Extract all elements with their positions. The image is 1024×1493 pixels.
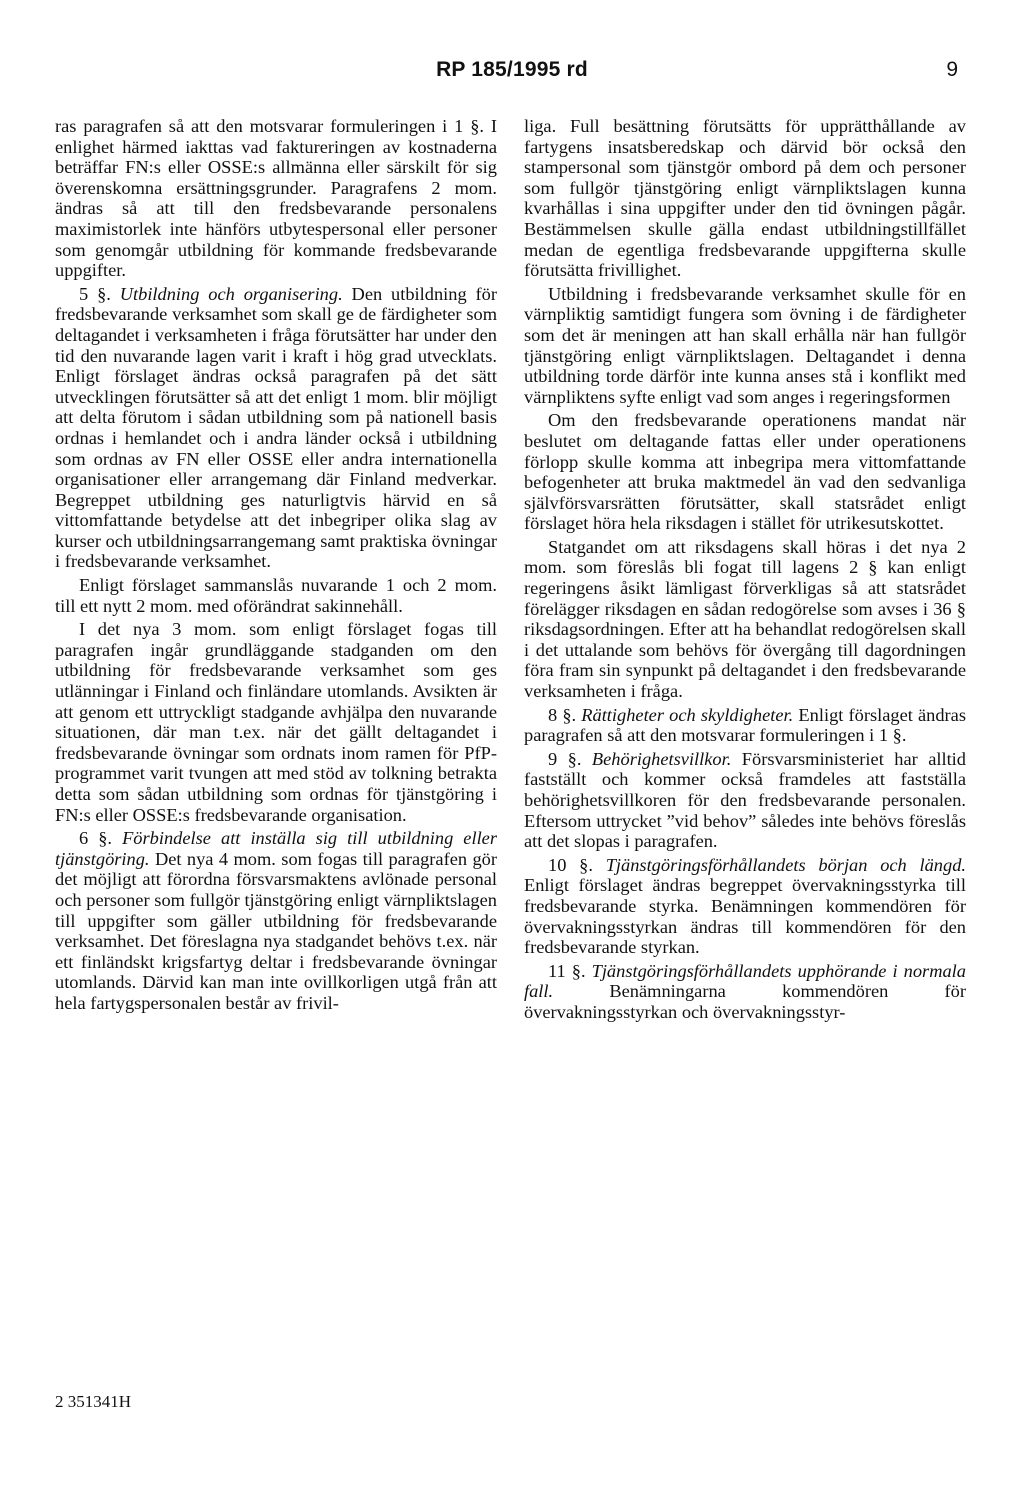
section-label: 8 §.	[548, 704, 582, 725]
right-column	[524, 116, 966, 1023]
paragraph: I det nya 3 mom. som enligt förslaget fogas till paragrafen ingår grundläggande stadganden om den utbildning för fredsbevarande verksamhet som ges utlänningar i Finland och finländare utomlands. Avsikten är att genom ett uttryckligt stadgande avhjälpa den nuvarande situationen, där man t.ex. när det gällt deltagandet i fredsbevarande övningar som ordnats inom ramen för PfP-programmet varit tvungen att med stöd av tolkning betrakta detta som sådan utbildning som ordnas för tjänstgöring i FN:s eller OSSE:s fredsbevarande organisation.	[55, 619, 497, 825]
section-paragraph-9	[524, 749, 966, 852]
section-text: Försvarsministeriet har alltid fastställt och kommer också framdeles att fastställa behörighetsvillkoren för den fredsbevarande personalen. Eftersom uttrycket ”vid behov” således inte behövs föreslås att det slopas i paragrafen.	[524, 748, 966, 852]
section-label: 11 §.	[548, 960, 592, 981]
section-text: Den utbildning för fredsbevarande verksamhet som skall ge de färdigheter som deltagandet i verksamheten i fråga förutsätter har under den tid den nuvarande lagen varit i kraft i hög grad utvecklats. Enligt förslaget ändras också paragrafen på det sätt utvecklingen förutsätter så att det enligt 1 mom. blir möjligt att delta förutom i sådan utbildning som på nationell basis ordnas i hemlandet och i andra länder också i utbildning som ordnas av FN eller OSSE eller andra internationella organisationer eller arrangemang där Finland medverkar. Begreppet utbildning ges naturligtvis härvid en så vittomfattande betydelse att det inbegriper olika slag av kurser och utbildningsarrangemang samt praktiska övningar i fredsbevarande verksamhet.	[55, 283, 497, 572]
section-label: 5 §.	[79, 283, 120, 304]
section-heading: Behörighetsvillkor.	[591, 748, 732, 769]
section-paragraph-10	[524, 855, 966, 958]
print-code: 2 351341H	[55, 1392, 132, 1411]
paragraph: Statgandet om att riksdagens skall höras i det nya 2 mom. som föreslås bli fogat till lagens 2 § kan enligt regeringens åsikt lämligast förverkligas så att statsrådet förelägger riksdagen en sådan redogörelse som avses i 36 § riksdagsordningen. Efter att ha behandlat redogörelsen skall i det uttalande som behövs för övergång till dagordningen föra fram sin synpunkt på deltagandet i den fredsbevarande verksamheten i fråga.	[524, 536, 966, 702]
page-number: 9	[946, 58, 958, 81]
section-heading: Tjänstgöringsförhållandets upphörande i normala fall.	[524, 960, 966, 1002]
section-heading: Tjänstgöringsförhållandets början och längd.	[605, 854, 966, 875]
section-paragraph-6	[55, 828, 497, 1013]
section-heading: Utbildning och organisering.	[119, 283, 343, 304]
section-paragraph-8	[524, 705, 966, 746]
paragraph: liga. Full besättning förutsätts för upprätthållande av fartygens insatsberedskap och därvid bör också den stampersonal som tjänstgör ombord på dem och personer som fullgör tjänstgöring enligt värnpliktslagen kunna kvarhållas i sina uppgifter under den tid övningen pågår. Bestämmelsen skulle gälla endast utbildningstillfället medan de egentliga fredsbevarande uppgifterna skulle förutsätta frivillighet.	[524, 116, 966, 281]
section-heading: Rättigheter och skyldigheter.	[581, 704, 794, 725]
section-text: Det nya 4 mom. som fogas till paragrafen gör det möjligt att förordna försvarsmaktens avlönade personal och personer som fullgör tjänstgöring enligt värnpliktslagen till uppgifter som gäller utbildning för fredsbevarande verksamhet. Det föreslagna nya stadgandet behövs t.ex. när ett finländskt krigsfartyg deltar i fredsbevarande övningar utomlands. Därvid kan man inte ovillkorligen utgå från att hela fartygspersonalen består av frivil-	[55, 848, 497, 1013]
section-label: 9 §.	[548, 748, 592, 769]
paragraph: Om den fredsbevarande operationens mandat när beslutet om deltagande fattas eller under operationens förlopp skulle komma att inbegripa mera vittomfattande befogenheter att bruka maktmedel än vad den sedvanliga självförsvarsrätten förutsätter, skall statsrådet enligt förslaget höra hela riksdagen i stället för utrikesutskottet.	[524, 410, 966, 534]
section-label: 6 §.	[79, 828, 123, 849]
section-paragraph-5	[55, 284, 497, 572]
section-paragraph-11	[524, 961, 966, 1023]
section-text: Enligt förslaget ändras paragrafen så att den motsvarar formuleringen i 1 §.	[524, 704, 966, 746]
page-header	[0, 58, 1024, 90]
paragraph: ras paragrafen så att den motsvarar formuleringen i 1 §. I enlighet härmed iakttas vad faktureringen av kostnaderna beträffar FN:s eller OSSE:s allmänna eller särskilt för sig överenskomna ersättningsgrunder. Paragrafens 2 mom. ändras så att till den fredsbevarande personalens maximistorlek inte hänförs utbytespersonal eller personer som genomgår utbildning för kommande fredsbevarande uppgifter.	[55, 116, 497, 281]
left-column	[55, 116, 497, 1014]
section-heading: Förbindelse att inställa sig till utbildning eller tjänstgöring.	[55, 828, 498, 869]
document-title: RP 185/1995 rd	[436, 58, 588, 81]
section-label: 10 §.	[548, 854, 606, 875]
section-text: Benämningarna kommendören för övervakningsstyrkan och övervakningsstyr-	[524, 981, 966, 1022]
paragraph: Enligt förslaget sammanslås nuvarande 1 och 2 mom. till ett nytt 2 mom. med oförändrat sakinnehåll.	[55, 575, 497, 616]
paragraph: Utbildning i fredsbevarande verksamhet skulle för en värnpliktig samtidigt fungera som övning i de färdigheter som det är meningen att han skall erhålla när han fullgör tjänstgöring enligt värnpliktslagen. Deltagandet i denna utbildning torde därför inte kunna anses stå i konflikt med värnpliktens syfte enligt vad som anges i regeringsformen	[524, 283, 966, 407]
section-text: Enligt förslaget ändras begreppet övervakningsstyrka till fredsbevarande styrka. Benämningen kommendören för övervakningsstyrkan ändras till kommendören för den fredsbevarande styrkan.	[524, 875, 966, 958]
